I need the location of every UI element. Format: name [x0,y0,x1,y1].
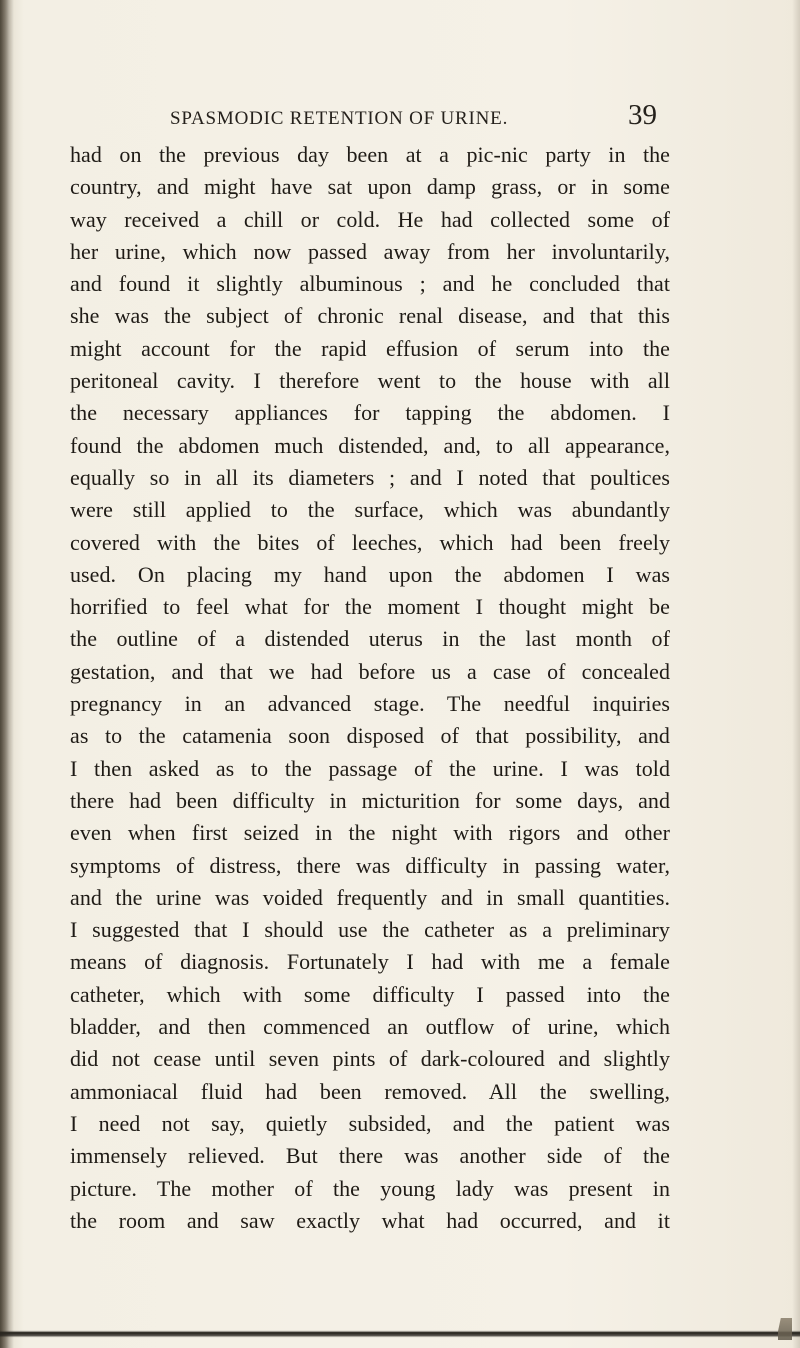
text-line: the room and saw exactly what had occurred, and it [70,1207,670,1233]
text-line: I need not say, quietly subsided, and the patient was [70,1110,670,1136]
text-line: picture. The mother of the young lady was present in [70,1175,670,1201]
text-line: were still applied to the surface, which was abundantly [70,497,670,523]
text-line: peritoneal cavity. I therefore went to the house with all [70,368,670,394]
text-line: I suggested that I should use the catheter as a preliminary [70,917,670,943]
text-line: I then asked as to the passage of the urine. I was told [70,755,670,781]
text-line: immensely relieved. But there was another side of the [70,1143,670,1169]
text-line: did not cease until seven pints of dark-coloured and slightly [70,1046,670,1072]
text-line: she was the subject of chronic renal disease, and that this [70,303,670,329]
text-line: ammoniacal fluid had been removed. All the swelling, [70,1078,670,1104]
text-line: way received a chill or cold. He had collected some of [70,206,670,232]
text-line: there had been difficulty in micturition for some days, and [70,787,670,813]
text-line: means of diagnosis. Fortunately I had with me a female [70,949,670,975]
page-number: 39 [628,99,657,131]
text-line: covered with the bites of leeches, which had been freely [70,529,670,555]
text-line: catheter, which with some difficulty I passed into the [70,981,670,1007]
body-text [70,139,670,1237]
text-line: the outline of a distended uterus in the last month of [70,626,670,652]
text-line: even when first seized in the night with rigors and other [70,820,670,846]
text-line: as to the catamenia soon disposed of that possibility, and [70,723,670,749]
page-gutter-shadow [0,0,14,1348]
text-line: had on the previous day been at a pic-nic party in the [70,142,670,167]
text-line: country, and might have sat upon damp grass, or in some [70,174,670,200]
text-line: the necessary appliances for tapping the abdomen. I [70,400,670,426]
text-line: horrified to feel what for the moment I thought might be [70,594,670,620]
bottom-border-shadow [0,1326,800,1348]
text-line: equally so in all its diameters ; and I noted that poultices [70,464,670,490]
bottom-border-line [0,1332,800,1334]
text-line: pregnancy in an advanced stage. The needful inquiries [70,691,670,717]
text-line: gestation, and that we had before us a case of concealed [70,658,670,684]
text-line: bladder, and then commenced an outflow of urine, which [70,1014,670,1040]
text-line: and found it slightly albuminous ; and he concluded that [70,271,670,297]
text-line: found the abdomen much distended, and, to all appearance, [70,432,670,458]
running-header: SPASMODIC RETENTION OF URINE. [170,108,509,129]
text-line: symptoms of distress, there was difficulty in passing water, [70,852,670,878]
text-line: and the urine was voided frequently and in small quantities. [70,884,670,910]
text-line: her urine, which now passed away from her involuntarily, [70,238,670,264]
text-line: used. On placing my hand upon the abdomen I was [70,561,670,587]
page-corner-mark [778,1318,792,1340]
page-edge [792,0,800,1348]
text-line: might account for the rapid effusion of serum into the [70,335,670,361]
